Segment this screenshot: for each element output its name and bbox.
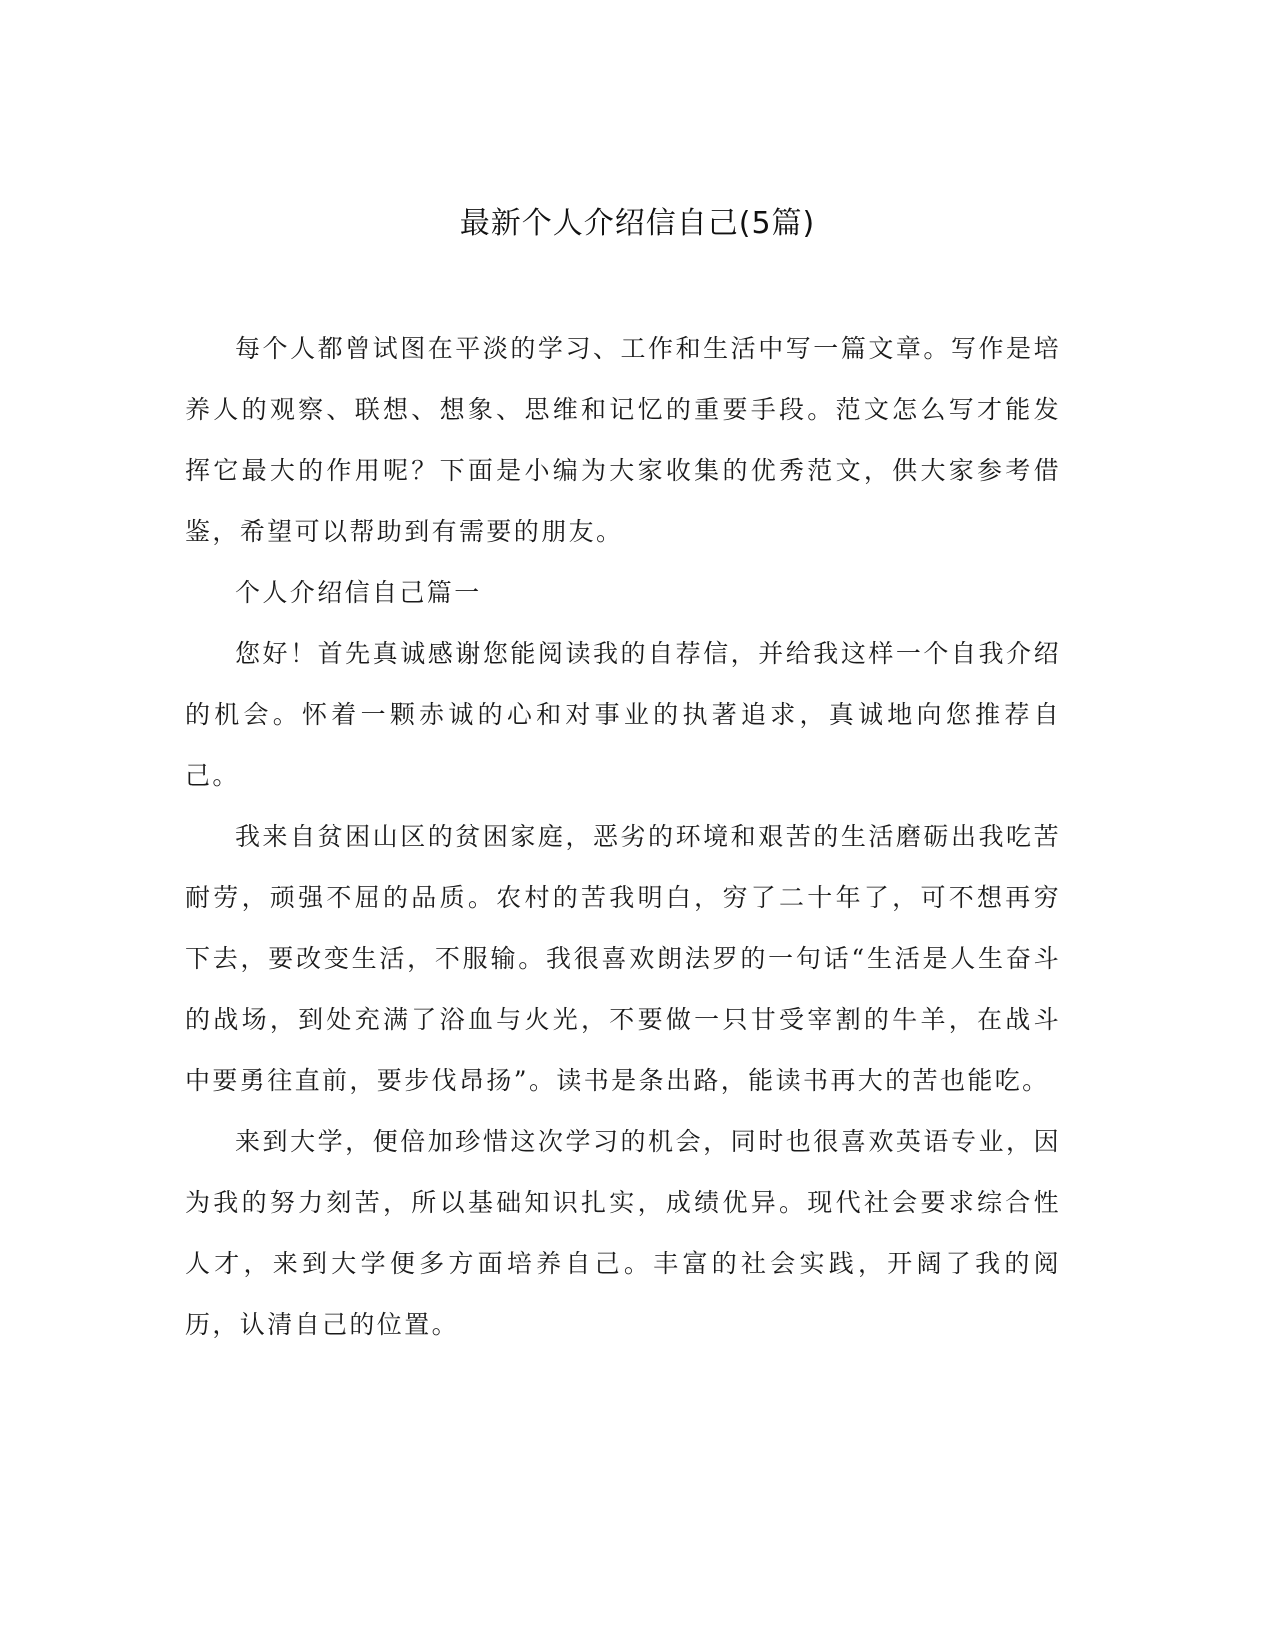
university-paragraph: 来到大学，便倍加珍惜这次学习的机会，同时也很喜欢英语专业，因为我的努力刻苦，所以基础知识扎实，成绩优异。现代社会要求综合性人才，来到大学便多方面培养自己。丰富的社会实践，开阔了我的阅历，认清自己的位置。 — [185, 1127, 1061, 1339]
intro-paragraph: 每个人都曾试图在平淡的学习、工作和生活中写一篇文章。写作是培养人的观察、联想、想象、思维和记忆的重要手段。范文怎么写才能发挥它最大的作用呢？下面是小编为大家收集的优秀范文，供大家参考借鉴，希望可以帮助到有需要的朋友。 — [185, 334, 1061, 546]
greeting-paragraph: 您好！首先真诚感谢您能阅读我的自荐信，并给我这样一个自我介绍的机会。怀着一颗赤诚的心和对事业的执著追求，真诚地向您推荐自己。 — [185, 639, 1061, 790]
document-title: 最新个人介绍信自己(5篇) — [459, 206, 816, 241]
document-body — [185, 318, 1061, 1355]
section-heading: 个人介绍信自己篇一 — [235, 578, 482, 607]
background-paragraph: 我来自贫困山区的贫困家庭，恶劣的环境和艰苦的生活磨砺出我吃苦耐劳，顽强不屈的品质。农村的苦我明白，穷了二十年了，可不想再穷下去，要改变生活，不服输。我很喜欢朗法罗的一句话“生活是人生奋斗的战场，到处充满了浴血与火光，不要做一只甘受宰割的牛羊，在战斗中要勇往直前，要步伐昂扬”。读书是条出路，能读书再大的苦也能吃。 — [185, 822, 1061, 1095]
